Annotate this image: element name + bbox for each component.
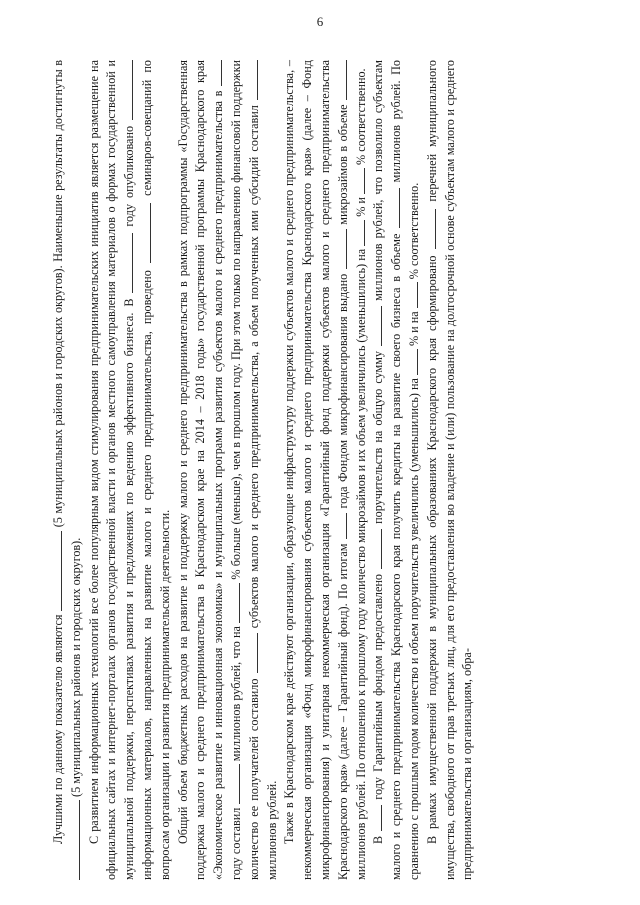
paragraph: В рамках имущественной поддержки в муниципальных образованиях Краснодарского края сформировано перечней муниципального имущества, свободного от прав третьих лиц, для его предоставления во владение и (или) пользование на долгосрочной основе субъектам малого и среднего предпринимательства и организациям, обра- [424,59,475,880]
paragraph: Лучшими по данному показателю являются (5 муниципальных районов и городских округов). Наименьшие результаты достигнуты в (5 муниципальных районов и городских округов). [50,60,86,880]
paragraph: В году Гарантийным фондом предоставлено поручительств на общую сумму миллионов рублей, что позволило субъектам малого и среднего предпринимательства Краснодарского края получить кредиты на развитие своего бизнеса в объеме миллионов рублей. По сравнению с прошлым годом количество и объем поручительств увеличились (уменьшились) на % и на % соответственно. [371,59,421,880]
paragraph: Также в Краснодарском крае действуют организации, образующие инфраструктуру поддержки субъектов малого и среднего предпринимательства, – некоммерческая организация «Фонд микрофинансирования субъектов малого и среднего предпринимательства Краснодарского края» (далее – Фонд микрофинансирования) и унитарная некоммерческая организация «Гарантийный фонд поддержки субъектов малого и среднего предпринимательства Краснодарского края» (далее – Гарантийный фонд). По итогам года Фондом микрофинансирования выдано микрозаймов в объеме миллионов рублей. По отношению к прошлому году количество микрозаймов и их объем увеличились (уменьшились) на % и % соответственно. [282,60,368,880]
page-number: 6 [316,14,324,29]
document-body [50,60,580,880]
paragraph: Общий объем бюджетных расходов на развитие и поддержку малого и среднего предпринимательства в рамках подпрограммы «Государственная поддержка малого и среднего предпринимательства в Краснодарском крае на 2014 – 2018 годы» государственной программы Краснодарского края «Экономическое развитие и инновационная экономика» и муниципальных программ развития субъектов малого и среднего предпринимательства в году составил миллионов рублей, что на % больше (меньше), чем в прошлом году. При этом только по направлению финансовой поддержки количество ее получателей составило субъектов малого и среднего предпринимательства, а объем полученных ими субсидий составил миллионов рублей. [175,59,279,880]
paragraph: С развитием информационных технологий все более популярным видом стимулирования предпринимательских инициатив является размещение на официальных сайтах и интернет-порталах органов государственной власти и органов местного самоуправления материалов о формах государственной и муниципальной поддержки, перспективах развития и предложениях по ведению эффективного бизнеса. В году опубликовано информационных материалов, направленных на развитие малого и среднего предпринимательства, проведено семинаров-совещаний по вопросам организации и развития предпринимательской деятельности. [86,59,172,880]
